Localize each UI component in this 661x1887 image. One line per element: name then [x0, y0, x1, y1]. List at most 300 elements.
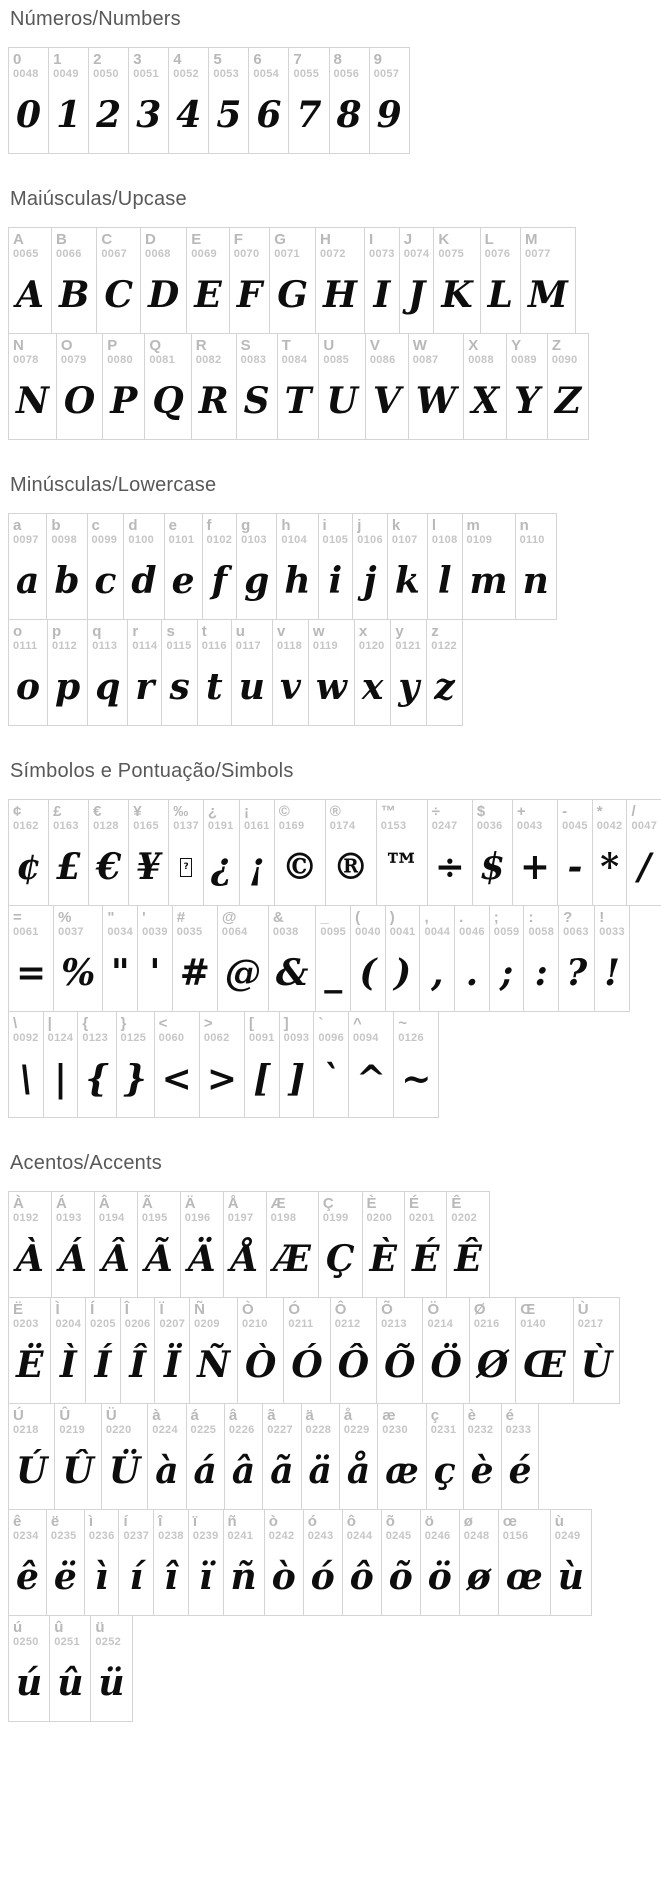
cell-character-label: ] — [283, 1015, 289, 1032]
cell-unicode-code: 0045 — [562, 820, 588, 832]
cell-character-label: 1 — [53, 51, 62, 68]
glyph-preview: 8 — [336, 94, 362, 136]
cell-unicode-code: 0100 — [128, 534, 155, 546]
glyph-preview: ë — [53, 1556, 77, 1598]
glyph-preview: D — [148, 274, 180, 316]
cell-character-label: Ö — [427, 1301, 440, 1318]
glyph-preview: U — [326, 380, 358, 422]
cell-unicode-code: 0162 — [13, 820, 39, 832]
glyph-preview: # — [179, 952, 210, 994]
glyph-cell — [262, 1403, 301, 1510]
glyph-preview: a — [16, 560, 40, 602]
glyph-cell — [43, 1011, 79, 1118]
cell-unicode-code: 0192 — [13, 1212, 39, 1224]
glyph-cell — [54, 1403, 101, 1510]
glyph-preview: * — [600, 846, 620, 888]
glyph-cell — [463, 1403, 502, 1510]
glyph-cell — [313, 1011, 349, 1118]
glyph-cell — [172, 905, 218, 1012]
glyph-preview: ñ — [230, 1556, 257, 1598]
glyph-cell — [426, 1403, 464, 1510]
cell-character-label: j — [357, 517, 362, 534]
cell-unicode-code: 0037 — [58, 926, 84, 938]
cell-character-label: 3 — [133, 51, 142, 68]
cell-unicode-code: 0060 — [158, 1032, 185, 1044]
glyph-preview: ì — [94, 1556, 109, 1598]
glyph-cell — [454, 905, 490, 1012]
glyph-cell — [137, 905, 173, 1012]
cell-unicode-code: 0068 — [145, 248, 171, 260]
glyph-preview: e — [171, 560, 195, 602]
glyph-row — [8, 1509, 591, 1616]
glyph-preview: ç — [433, 1450, 456, 1492]
glyph-cell — [279, 1011, 315, 1118]
cell-unicode-code: 0034 — [107, 926, 134, 938]
glyph-cell — [8, 227, 52, 334]
section-title: Minúsculas/Lowercase — [10, 474, 217, 496]
cell-unicode-code: 0230 — [382, 1424, 408, 1436]
glyph-cell — [120, 1297, 156, 1404]
glyph-cell — [362, 1191, 405, 1298]
glyph-cell — [180, 1191, 224, 1298]
glyph-preview: f — [211, 560, 228, 602]
glyph-cell — [118, 1509, 154, 1616]
cell-unicode-code: 0098 — [51, 534, 77, 546]
cell-unicode-code: 0153 — [380, 820, 407, 832]
cell-unicode-code: 0245 — [385, 1530, 412, 1542]
glyph-cell — [390, 619, 427, 726]
glyph-preview: I — [373, 274, 391, 316]
glyph-preview: X — [471, 380, 500, 422]
glyph-cell — [164, 513, 203, 620]
glyph-preview: 9 — [376, 94, 402, 136]
glyph-cell — [223, 1509, 265, 1616]
glyph-cell — [8, 1191, 52, 1298]
glyph-preview: = — [16, 952, 47, 994]
cell-unicode-code: 0104 — [281, 534, 308, 546]
cell-character-label: î — [158, 1513, 163, 1530]
cell-unicode-code: 0091 — [249, 1032, 275, 1044]
cell-unicode-code: 0198 — [270, 1212, 297, 1224]
glyph-cell — [47, 619, 88, 726]
cell-character-label: è — [467, 1407, 476, 1424]
cell-unicode-code: 0043 — [516, 820, 543, 832]
glyph-cell — [102, 333, 145, 440]
cell-character-label: Ø — [473, 1301, 486, 1318]
glyph-cell — [161, 619, 197, 726]
glyph-preview: Ö — [430, 1344, 462, 1386]
glyph-preview: Ï — [163, 1344, 181, 1386]
cell-unicode-code: 0102 — [206, 534, 233, 546]
cell-character-label: o — [13, 623, 23, 640]
cell-character-label: ^ — [353, 1015, 362, 1032]
cell-character-label: $ — [476, 803, 486, 820]
glyph-cell — [547, 333, 589, 440]
cell-unicode-code: 0156 — [502, 1530, 529, 1542]
cell-unicode-code: 0106 — [357, 534, 383, 546]
cell-unicode-code: 0063 — [563, 926, 589, 938]
glyph-preview: < — [161, 1058, 192, 1100]
cell-character-label: Ë — [13, 1301, 24, 1318]
cell-character-label: | — [47, 1015, 52, 1032]
cell-character-label: Ï — [159, 1301, 164, 1318]
glyph-preview: ` — [322, 1058, 341, 1100]
glyph-preview: y — [398, 666, 420, 708]
glyph-cell — [348, 1011, 394, 1118]
glyph-preview: & — [275, 952, 309, 994]
cell-unicode-code: 0234 — [13, 1530, 39, 1542]
cell-character-label: Ü — [105, 1407, 117, 1424]
cell-unicode-code: 0120 — [358, 640, 385, 652]
glyph-row — [8, 799, 661, 906]
glyph-cell — [8, 47, 49, 154]
glyph-preview: % — [61, 952, 96, 994]
glyph-cell — [426, 619, 462, 726]
glyph-preview: Ë — [16, 1344, 44, 1386]
cell-character-label: ' — [142, 909, 146, 926]
cell-unicode-code: 0042 — [596, 820, 623, 832]
glyph-cell — [102, 905, 138, 1012]
glyph-cell — [84, 1509, 120, 1616]
cell-character-label: n — [519, 517, 529, 534]
glyph-preview: " — [110, 952, 130, 994]
glyph-preview: œ — [505, 1556, 543, 1598]
glyph-preview: Œ — [523, 1344, 566, 1386]
cell-character-label: Â — [98, 1195, 110, 1212]
glyph-preview: n — [522, 560, 549, 602]
cell-unicode-code: 0194 — [98, 1212, 125, 1224]
glyph-cell — [318, 513, 354, 620]
cell-unicode-code: 0089 — [511, 354, 537, 366]
glyph-preview: H — [323, 274, 358, 316]
cell-character-label: Ê — [451, 1195, 462, 1212]
glyph-preview: ò — [271, 1556, 296, 1598]
cell-character-label: © — [278, 803, 290, 820]
cell-character-label: k — [391, 517, 401, 534]
cell-character-label: % — [58, 909, 72, 926]
glyph-preview: l — [437, 560, 452, 602]
cell-character-label: Z — [551, 337, 562, 354]
glyph-cell — [128, 47, 169, 154]
cell-unicode-code: 0238 — [158, 1530, 184, 1542]
cell-character-label: z — [431, 623, 439, 640]
cell-character-label: Œ — [520, 1301, 536, 1318]
cell-unicode-code: 0232 — [467, 1424, 494, 1436]
glyph-cell — [87, 619, 128, 726]
glyph-cell — [236, 333, 278, 440]
glyph-cell — [558, 905, 595, 1012]
glyph-cell — [498, 1509, 551, 1616]
cell-unicode-code: 0243 — [307, 1530, 334, 1542]
cell-unicode-code: 0113 — [92, 640, 118, 652]
cell-unicode-code: 0199 — [322, 1212, 349, 1224]
cell-unicode-code: 0209 — [194, 1318, 220, 1330]
glyph-cell — [116, 1011, 155, 1118]
glyph-preview: Û — [62, 1450, 94, 1492]
cell-unicode-code: 0125 — [120, 1032, 147, 1044]
cell-unicode-code: 0035 — [176, 926, 203, 938]
glyph-preview: ! — [604, 952, 620, 994]
glyph-preview: ï — [198, 1556, 213, 1598]
cell-unicode-code: 0237 — [123, 1530, 150, 1542]
cell-unicode-code: 0055 — [293, 68, 320, 80]
glyph-cell — [354, 619, 391, 726]
glyph-preview: û — [57, 1662, 84, 1704]
cell-character-label: ä — [305, 1407, 314, 1424]
glyph-cell — [199, 1011, 245, 1118]
glyph-preview: 7 — [296, 94, 322, 136]
glyph-cell — [88, 47, 129, 154]
cell-character-label: C — [101, 231, 113, 248]
cell-character-label: Ù — [577, 1301, 589, 1318]
glyph-cell — [8, 1615, 50, 1722]
glyph-cell — [197, 619, 232, 726]
cell-character-label: y — [395, 623, 404, 640]
glyph-cell — [51, 1191, 95, 1298]
cell-character-label: _ — [320, 909, 329, 926]
cell-unicode-code: 0050 — [93, 68, 119, 80]
glyph-cell — [224, 1403, 263, 1510]
cell-unicode-code: 0038 — [272, 926, 299, 938]
glyph-cell — [385, 905, 421, 1012]
glyph-preview: À — [16, 1238, 44, 1280]
cell-character-label: ) — [389, 909, 395, 926]
cell-character-label: ™ — [380, 803, 396, 820]
cell-unicode-code: 0039 — [142, 926, 168, 938]
cell-character-label: < — [158, 1015, 168, 1032]
glyph-preview: u — [238, 666, 265, 708]
cell-unicode-code: 0126 — [398, 1032, 424, 1044]
glyph-preview: ] — [287, 1058, 306, 1100]
glyph-map-page — [8, 8, 658, 1722]
glyph-preview: } — [123, 1058, 147, 1100]
cell-unicode-code: 0205 — [90, 1318, 116, 1330]
glyph-cell — [189, 1297, 238, 1404]
glyph-preview: @ — [224, 952, 261, 994]
cell-unicode-code: 0081 — [149, 354, 176, 366]
cell-unicode-code: 0116 — [201, 640, 227, 652]
glyph-preview: Æ — [273, 1238, 311, 1280]
cell-character-label: l — [431, 517, 436, 534]
cell-unicode-code: 0065 — [13, 248, 39, 260]
glyph-cell — [231, 619, 273, 726]
cell-character-label: * — [596, 803, 603, 820]
glyph-cell — [352, 513, 388, 620]
glyph-preview: Ú — [16, 1450, 48, 1492]
cell-character-label: ¥ — [133, 803, 142, 820]
glyph-preview: ¢ — [16, 846, 42, 888]
cell-unicode-code: 0115 — [166, 640, 192, 652]
cell-character-label: ¡ — [244, 803, 250, 820]
glyph-cell — [8, 513, 47, 620]
glyph-preview: Î — [129, 1344, 147, 1386]
cell-character-label: h — [281, 517, 291, 534]
cell-character-label: à — [152, 1407, 161, 1424]
glyph-cell — [276, 513, 318, 620]
glyph-cell — [266, 1191, 319, 1298]
cell-character-label: D — [145, 231, 156, 248]
glyph-cell — [8, 619, 48, 726]
glyph-cell — [427, 513, 463, 620]
glyph-cell — [594, 905, 630, 1012]
cell-character-label: t — [201, 623, 207, 640]
cell-unicode-code: 0197 — [227, 1212, 254, 1224]
cell-character-label: e — [168, 517, 177, 534]
cell-character-label: L — [484, 231, 494, 248]
cell-character-label: " — [107, 909, 115, 926]
cell-character-label: Ì — [55, 1301, 60, 1318]
cell-unicode-code: 0117 — [235, 640, 261, 652]
cell-character-label: ( — [355, 909, 361, 926]
glyph-cell — [339, 1403, 378, 1510]
glyph-preview: h — [284, 560, 311, 602]
cell-character-label: Ä — [184, 1195, 196, 1212]
glyph-preview: V — [372, 380, 401, 422]
cell-unicode-code: 0096 — [318, 1032, 345, 1044]
glyph-preview: Y — [514, 380, 540, 422]
glyph-cell — [506, 333, 548, 440]
glyph-cell — [315, 227, 365, 334]
glyph-cell — [49, 1615, 91, 1722]
cell-unicode-code: 0195 — [141, 1212, 168, 1224]
cell-unicode-code: 0203 — [13, 1318, 39, 1330]
glyph-preview: â — [231, 1450, 256, 1492]
glyph-preview: 3 — [136, 94, 162, 136]
glyph-cell — [422, 1297, 469, 1404]
cell-unicode-code: 0249 — [554, 1530, 581, 1542]
cell-unicode-code: 0218 — [13, 1424, 39, 1436]
glyph-cell — [168, 47, 209, 154]
cell-unicode-code: 0093 — [283, 1032, 310, 1044]
cell-character-label: õ — [385, 1513, 395, 1530]
glyph-cell — [50, 1297, 86, 1404]
glyph-preview: B — [58, 274, 90, 316]
cell-character-label: , — [424, 909, 429, 926]
glyph-row — [8, 1011, 438, 1118]
glyph-cell — [480, 227, 521, 334]
glyph-preview: $ — [479, 846, 505, 888]
glyph-preview: S — [243, 380, 270, 422]
glyph-preview: ) — [394, 952, 412, 994]
missing-glyph-icon: ? — [180, 858, 192, 877]
cell-character-label: å — [343, 1407, 353, 1424]
cell-unicode-code: 0033 — [599, 926, 625, 938]
cell-unicode-code: 0217 — [577, 1318, 604, 1330]
cell-unicode-code: 0054 — [253, 68, 280, 80]
cell-unicode-code: 0076 — [484, 248, 511, 260]
cell-character-label: ¢ — [13, 803, 22, 820]
glyph-cell — [186, 227, 229, 334]
glyph-preview: O — [63, 380, 96, 422]
cell-unicode-code: 0250 — [13, 1636, 39, 1648]
glyph-preview: Ü — [108, 1450, 141, 1492]
glyph-section — [8, 474, 653, 726]
glyph-cell — [369, 47, 410, 154]
cell-unicode-code: 0067 — [101, 248, 128, 260]
cell-unicode-code: 0105 — [322, 534, 349, 546]
glyph-cell — [376, 799, 428, 906]
cell-character-label: x — [358, 623, 368, 640]
cell-unicode-code: 0084 — [281, 354, 308, 366]
glyph-cell — [325, 799, 377, 906]
glyph-cell — [168, 799, 204, 906]
glyph-preview: W — [415, 380, 457, 422]
cell-unicode-code: 0071 — [274, 248, 300, 260]
glyph-preview: Ç — [325, 1238, 355, 1280]
cell-unicode-code: 0226 — [228, 1424, 255, 1436]
glyph-cell — [520, 227, 576, 334]
glyph-cell — [147, 1403, 186, 1510]
cell-character-label: r — [132, 623, 139, 640]
cell-character-label: ï — [192, 1513, 197, 1530]
cell-unicode-code: 0228 — [305, 1424, 332, 1436]
cell-unicode-code: 0239 — [192, 1530, 219, 1542]
cell-unicode-code: 0101 — [168, 534, 195, 546]
glyph-cell — [288, 47, 329, 154]
cell-unicode-code: 0083 — [240, 354, 267, 366]
cell-character-label: ó — [307, 1513, 317, 1530]
glyph-cell — [248, 47, 289, 154]
cell-character-label: N — [13, 337, 24, 354]
glyph-cell — [127, 619, 162, 726]
glyph-preview: k — [394, 560, 420, 602]
cell-character-label: . — [459, 909, 464, 926]
glyph-cell — [8, 799, 49, 906]
cell-unicode-code: 0233 — [505, 1424, 532, 1436]
cell-unicode-code: 0123 — [82, 1032, 109, 1044]
cell-unicode-code: 0225 — [190, 1424, 217, 1436]
cell-character-label: á — [190, 1407, 199, 1424]
cell-unicode-code: 0092 — [13, 1032, 39, 1044]
glyph-preview: p — [55, 666, 81, 708]
glyph-cell — [364, 227, 400, 334]
glyph-preview: ô — [349, 1556, 374, 1598]
glyph-cell — [8, 1011, 44, 1118]
cell-unicode-code: 0174 — [329, 820, 356, 832]
cell-character-label: È — [366, 1195, 377, 1212]
cell-character-label: F — [233, 231, 243, 248]
cell-character-label: ? — [563, 909, 573, 926]
glyph-cell — [381, 1509, 421, 1616]
cell-unicode-code: 0085 — [323, 354, 350, 366]
glyph-cell — [223, 1191, 267, 1298]
glyph-cell — [268, 905, 317, 1012]
glyph-preview: / — [637, 846, 651, 888]
cell-character-label: 9 — [373, 51, 382, 68]
glyph-preview: . — [465, 952, 479, 994]
glyph-preview: Ê — [454, 1238, 482, 1280]
cell-unicode-code: 0099 — [91, 534, 118, 546]
cell-unicode-code: 0053 — [213, 68, 239, 80]
cell-unicode-code: 0056 — [333, 68, 360, 80]
cell-unicode-code: 0193 — [55, 1212, 82, 1224]
glyph-preview: ù — [557, 1556, 584, 1598]
cell-character-label: Y — [511, 337, 522, 354]
glyph-preview: [ — [253, 1058, 271, 1100]
glyph-cell — [191, 333, 237, 440]
cell-unicode-code: 0051 — [133, 68, 159, 80]
cell-unicode-code: 0074 — [403, 248, 430, 260]
glyph-cell — [376, 1297, 423, 1404]
cell-character-label: ì — [88, 1513, 93, 1530]
glyph-cell — [154, 1297, 190, 1404]
glyph-preview: ø — [466, 1556, 491, 1598]
glyph-section — [8, 8, 653, 154]
cell-character-label: Å — [227, 1195, 239, 1212]
glyph-cell — [128, 799, 169, 906]
glyph-cell — [393, 1011, 439, 1118]
cell-character-label: \ — [13, 1015, 18, 1032]
